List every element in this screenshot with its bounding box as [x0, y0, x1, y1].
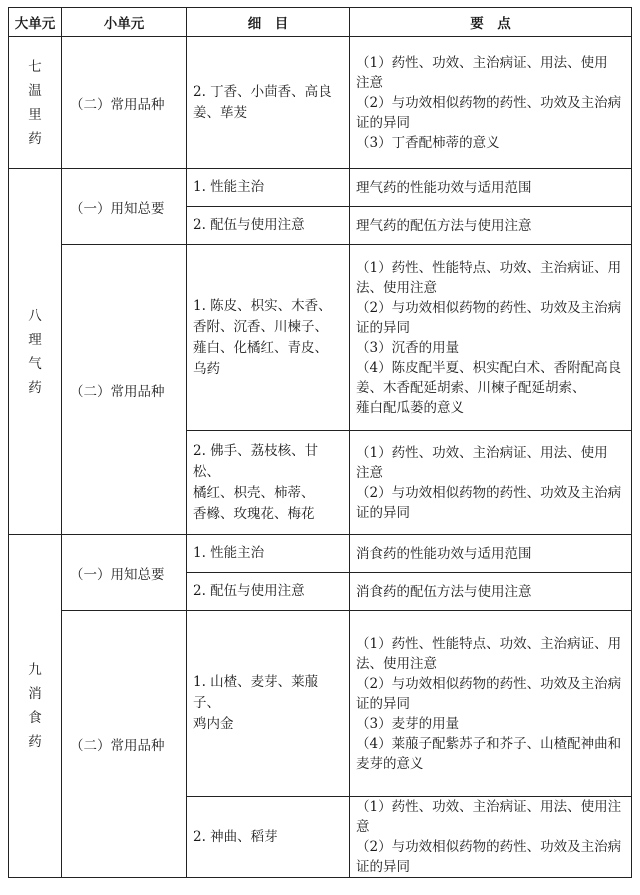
detail-cell: 1. 陈皮、枳实、木香、 香附、沉香、川楝子、 薤白、化橘红、青皮、 乌药 [187, 245, 350, 431]
minor-unit: （一）用知总要 [62, 535, 187, 611]
detail-cell: 2. 配伍与使用注意 [187, 207, 350, 245]
header-minor-unit: 小单元 [62, 8, 187, 37]
detail-cell: 1. 性能主治 [187, 169, 350, 207]
points-cell: （1）药性、性能特点、功效、主治病证、用 法、使用注意 （2）与功效相似药物的药性、功效及主治病 证的异同 （3）麦芽的用量 （4）莱菔子配紫苏子和芥子、山楂配神曲和 麦芽的意义 [350, 611, 632, 797]
detail-cell: 2. 佛手、荔枝核、甘松、 橘红、枳壳、柿蒂、 香橼、玫瑰花、梅花 [187, 431, 350, 535]
syllabus-table [8, 7, 632, 878]
detail-cell: 1. 性能主治 [187, 535, 350, 573]
detail-cell: 1. 山楂、麦芽、莱菔子、 鸡内金 [187, 611, 350, 797]
points-cell: （1）药性、功效、主治病证、用法、使用 注意 （2）与功效相似药物的药性、功效及主治病 证的异同 [350, 431, 632, 535]
minor-unit: （二）常用品种 [62, 37, 187, 169]
table-row [9, 535, 632, 573]
detail-cell: 2. 配伍与使用注意 [187, 573, 350, 611]
points-cell: 消食药的性能功效与适用范围 [350, 535, 632, 573]
header-row [9, 8, 632, 37]
major-unit-7: 七 温 里 药 [9, 37, 62, 169]
table-row [9, 169, 632, 207]
points-cell: （1）药性、性能特点、功效、主治病证、用 法、使用注意 （2）与功效相似药物的药性、功效及主治病 证的异同 （3）沉香的用量 （4）陈皮配半夏、枳实配白术、香附配高良 姜、木香配延胡索、川楝子配延胡索、 薤白配瓜蒌的意义 [350, 245, 632, 431]
points-cell: 消食药的配伍方法与使用注意 [350, 573, 632, 611]
major-unit-8: 八 理 气 药 [9, 169, 62, 535]
minor-unit: （一）用知总要 [62, 169, 187, 245]
header-key-points: 要 点 [350, 8, 632, 37]
points-cell: 理气药的性能功效与适用范围 [350, 169, 632, 207]
minor-unit: （二）常用品种 [62, 611, 187, 878]
minor-unit: （二）常用品种 [62, 245, 187, 535]
table-row [9, 245, 632, 431]
detail-cell: 2. 丁香、小茴香、高良 姜、荜茇 [187, 37, 350, 169]
table-row [9, 611, 632, 797]
header-detail: 细 目 [187, 8, 350, 37]
major-unit-9: 九 消 食 药 [9, 535, 62, 878]
header-major-unit: 大单元 [9, 8, 62, 37]
table-row [9, 37, 632, 169]
points-cell: 理气药的配伍方法与使用注意 [350, 207, 632, 245]
detail-cell: 2. 神曲、稻芽 [187, 797, 350, 878]
points-cell: （1）药性、功效、主治病证、用法、使用注意 （2）与功效相似药物的药性、功效及主治病 证的异同 [350, 797, 632, 878]
points-cell: （1）药性、功效、主治病证、用法、使用 注意 （2）与功效相似药物的药性、功效及主治病 证的异同 （3）丁香配柿蒂的意义 [350, 37, 632, 169]
